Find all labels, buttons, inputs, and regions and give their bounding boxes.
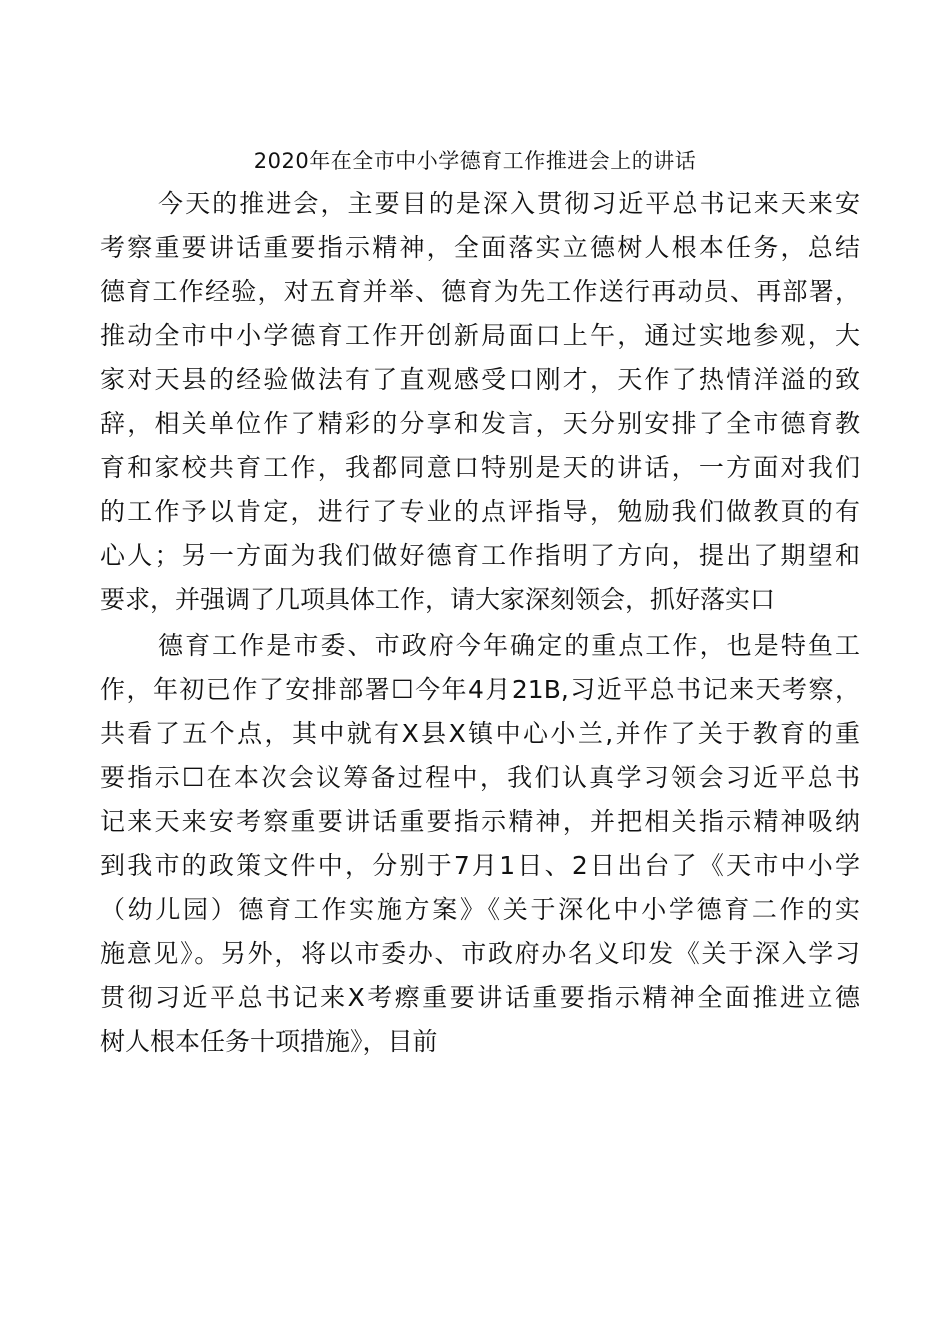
text-line: 今天的推进会，主要目的是深入贯彻习近平总书记来天来安 (158, 189, 860, 218)
text-line: 共看了五个点，其中就有X县X镇中心小兰,并作了关于教育的重 (100, 719, 860, 748)
text-line: 家对天县的经验做法有了直观感受口刚才，天作了热情洋溢的致 (100, 365, 860, 394)
text-line: 树人根本任务十项措施》，目前 (100, 1027, 438, 1056)
text-line: 心人；另一方面为我们做好德育工作指明了方向，提出了期望和 (100, 541, 860, 570)
text-line: 德育工作是市委、市政府今年确定的重点工作，也是特鱼工 (158, 631, 860, 660)
text-line: 记来天来安考察重要讲话重要指示精神，并把相关指示精神吸纳 (100, 807, 860, 836)
document-body (100, 182, 860, 1064)
paragraph-1 (100, 182, 860, 622)
text-line: 德育工作经验，对五育并举、德育为先工作送行再动员、再部署， (100, 277, 860, 306)
document-title: 2020年在全市中小学德育工作推进会上的讲话 (253, 149, 697, 173)
text-line: 的工作予以肯定，进行了专业的点评指导，勉励我们做教頁的有 (100, 497, 860, 526)
text-line: 到我市的政策文件中，分别于7月1日、2日出台了《天市中小学 (100, 851, 860, 880)
text-line: （幼儿园）德育工作实施方案》《关于深化中小学德育二作的实 (100, 895, 860, 924)
text-line: 施意见》。另外，将以市委办、市政府办名义印发《关于深入学习 (100, 939, 860, 968)
paragraph-2 (100, 624, 860, 1064)
text-line: 要指示☐在本次会议筹备过程中，我们认真学习领会习近平总书 (100, 763, 860, 792)
text-line: 育和家校共育工作，我都同意口特别是天的讲话，一方面对我们 (100, 453, 860, 482)
text-line: 推动全市中小学德育工作开创新局面口上午，通过实地参观，大 (100, 321, 860, 350)
text-line: 考察重要讲话重要指示精神，全面落实立德树人根本任务，总结 (100, 233, 860, 262)
text-line: 要求，并强调了几项具体工作，请大家深刻领会，抓好落实口 (100, 585, 776, 614)
text-line: 辞，相关单位作了精彩的分享和发言，天分别安排了全市德育教 (100, 409, 860, 438)
text-line: 作，年初已作了安排部署☐今年4月21B,习近平总书记来天考察， (100, 675, 860, 704)
text-line: 贯彻习近平总书记来X考瘵重要讲话重要指示精神全面推进立德 (100, 983, 860, 1012)
